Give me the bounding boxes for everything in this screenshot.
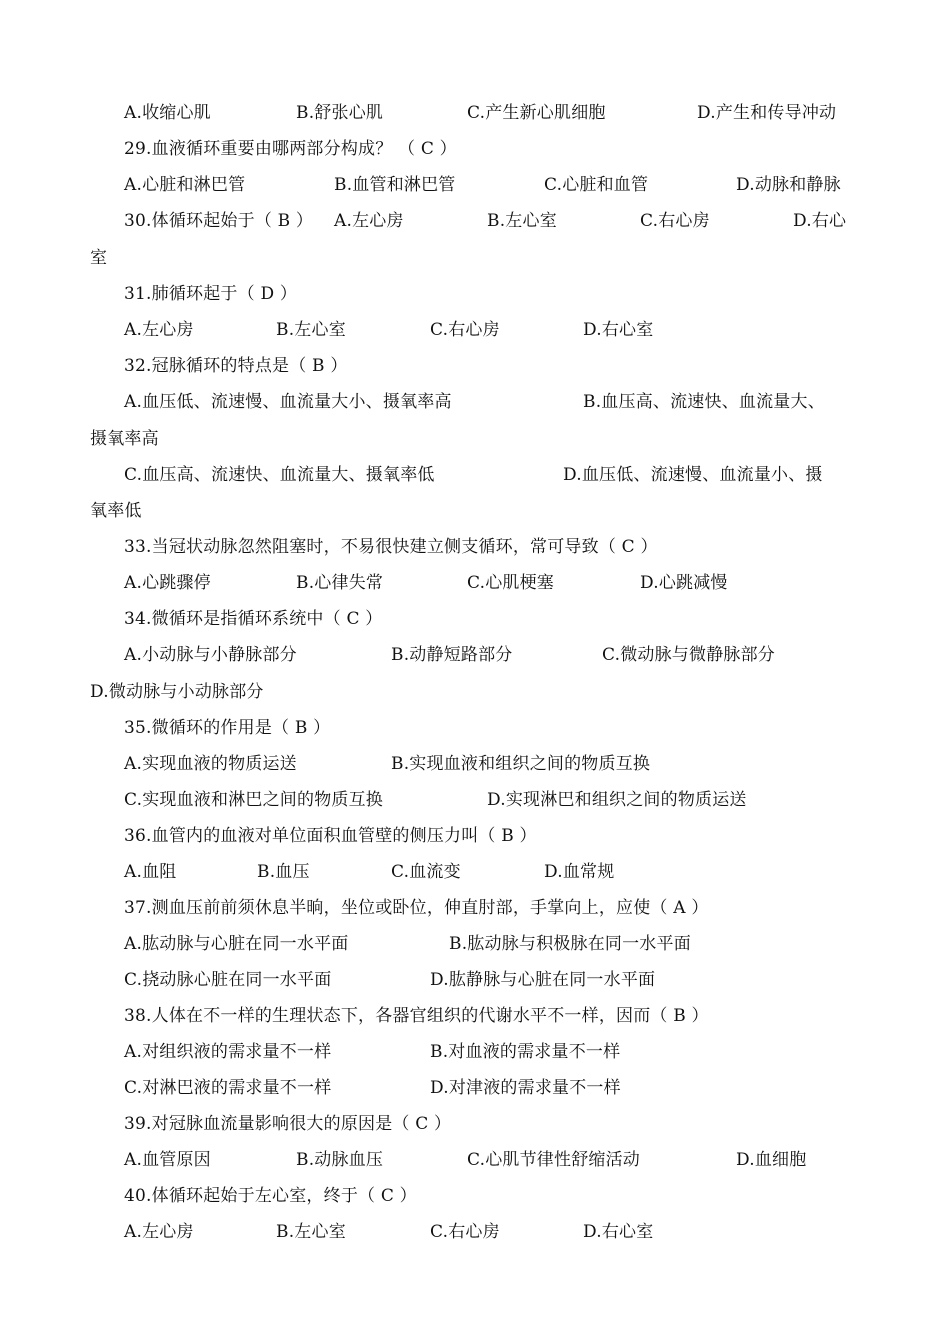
text-segment: C.心脏和血管 <box>544 175 649 195</box>
text-segment: B.肱动脉与积极脉在同一水平面 <box>449 934 691 954</box>
text-segment: A.收缩心肌 <box>124 103 211 123</box>
text-segment: B.左心室 <box>276 320 346 340</box>
text-line: 34.微循环是指循环系统中（ C ） <box>124 609 383 629</box>
text-segment: B.左心室 <box>276 1222 346 1242</box>
text-segment: B.心律失常 <box>296 573 384 593</box>
text-segment: D.肱静脉与心脏在同一水平面 <box>430 970 656 990</box>
text-segment: B.血压 <box>257 862 310 882</box>
text-segment: C.对淋巴液的需求量不一样 <box>124 1078 332 1098</box>
text-line: 40.体循环起始于左心室，终于（ C ） <box>124 1186 417 1206</box>
text-segment: A.血管原因 <box>124 1150 211 1170</box>
text-line: D.微动脉与小动脉部分 <box>90 682 264 702</box>
text-segment: C.实现血液和淋巴之间的物质互换 <box>124 790 384 810</box>
text-line: 33.当冠状动脉忽然阻塞时，不易很快建立侧支循环，常可导致（ C ） <box>124 537 658 557</box>
text-segment: A.心脏和淋巴管 <box>124 175 246 195</box>
text-segment: B.对血液的需求量不一样 <box>430 1042 621 1062</box>
text-segment: 30.体循环起始于（ B ） <box>124 211 314 231</box>
text-line: 31.肺循环起于（ D ） <box>124 284 298 304</box>
text-segment: B.左心室 <box>487 211 557 231</box>
text-segment: A.左心房 <box>334 211 404 231</box>
text-segment: D.实现淋巴和组织之间的物质运送 <box>487 790 747 810</box>
text-segment: C.血流变 <box>391 862 461 882</box>
text-segment: C.右心房 <box>430 1222 500 1242</box>
text-segment: D.对津液的需求量不一样 <box>430 1078 621 1098</box>
text-segment: B.动静短路部分 <box>391 645 513 665</box>
text-line: 氧率低 <box>90 501 142 521</box>
text-line: 38.人体在不一样的生理状态下，各器官组织的代谢水平不一样，因而（ B ） <box>124 1006 709 1026</box>
text-line: 35.微循环的作用是（ B ） <box>124 718 331 738</box>
text-segment: C.心肌节律性舒缩活动 <box>467 1150 641 1170</box>
text-segment: B.血管和淋巴管 <box>334 175 456 195</box>
text-line: 摄氧率高 <box>90 429 159 449</box>
text-segment: A.肱动脉与心脏在同一水平面 <box>124 934 349 954</box>
text-segment: A.左心房 <box>124 1222 194 1242</box>
text-segment: D.心跳减慢 <box>640 573 728 593</box>
text-line: 36.血管内的血液对单位面积血管壁的侧压力叫（ B ） <box>124 826 537 846</box>
text-segment: C.右心房 <box>430 320 500 340</box>
text-segment: D.血常规 <box>544 862 615 882</box>
text-segment: B.实现血液和组织之间的物质互换 <box>391 754 651 774</box>
text-line: 39.对冠脉血流量影响很大的原因是（ C ） <box>124 1114 452 1134</box>
text-segment: D.产生和传导冲动 <box>697 103 837 123</box>
text-segment: C.微动脉与微静脉部分 <box>602 645 776 665</box>
text-segment: A.实现血液的物质运送 <box>124 754 297 774</box>
text-segment: D.右心室 <box>583 1222 654 1242</box>
text-segment: A.心跳骤停 <box>124 573 211 593</box>
text-line: 29.血液循环重要由哪两部分构成？ （ C ） <box>124 139 457 159</box>
text-segment: B.舒张心肌 <box>296 103 384 123</box>
text-segment: C.产生新心肌细胞 <box>467 103 606 123</box>
text-line: 37.测血压前前须休息半晌，坐位或卧位，伸直肘部，手掌向上，应使（ A ） <box>124 898 709 918</box>
text-segment: A.对组织液的需求量不一样 <box>124 1042 332 1062</box>
text-segment: C.挠动脉心脏在同一水平面 <box>124 970 332 990</box>
text-segment: A.左心房 <box>124 320 194 340</box>
text-segment: A.血阻 <box>124 862 177 882</box>
text-segment: C.心肌梗塞 <box>467 573 555 593</box>
text-segment: A.小动脉与小静脉部分 <box>124 645 297 665</box>
text-segment: D.血压低、流速慢、血流量小、摄 <box>563 465 823 485</box>
text-line: 32.冠脉循环的特点是（ B ） <box>124 356 348 376</box>
text-segment: B.血压高、流速快、血流量大、 <box>583 392 825 412</box>
text-segment: B.动脉血压 <box>296 1150 384 1170</box>
text-segment: D.血细胞 <box>736 1150 807 1170</box>
text-segment: C.右心房 <box>640 211 710 231</box>
text-line: 室 <box>90 248 108 268</box>
text-segment: A.血压低、流速慢、血流量大小、摄氧率高 <box>124 392 452 412</box>
text-segment: D.右心 <box>793 211 847 231</box>
text-segment: D.右心室 <box>583 320 654 340</box>
text-segment: C.血压高、流速快、血流量大、摄氧率低 <box>124 465 435 485</box>
text-segment: D.动脉和静脉 <box>736 175 841 195</box>
